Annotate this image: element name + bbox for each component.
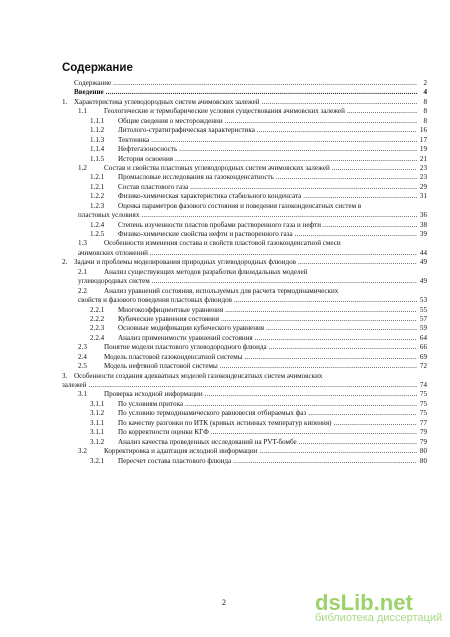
toc-entry-title: Кубические уравнения состояния ..... (118, 315, 417, 324)
toc-entry-title: Основные модификации кубического уравнения ..... (118, 324, 417, 333)
toc-entry-page: 16 (419, 126, 427, 135)
toc-entry[interactable] (62, 438, 427, 447)
toc-entry-number: 1.2.1 (90, 182, 105, 191)
toc-entry-number: 1.2.2 (90, 192, 105, 201)
toc-entry[interactable] (62, 79, 427, 88)
toc-entry[interactable] (62, 343, 427, 352)
toc-entry-title: Анализ качества проведенных исследований на PVT-бомбе ..... (118, 438, 417, 447)
toc-entry[interactable] (62, 230, 427, 239)
toc-entry-title: Оценка параметров фазового состояния и поведения газоконденсатных систем в (118, 201, 362, 210)
toc-entry-number: 3.1.1 (90, 418, 105, 427)
toc-entry[interactable] (62, 447, 427, 456)
toc-entry[interactable] (62, 457, 427, 466)
toc-entry-page: 64 (419, 333, 427, 342)
toc-entry-page: 21 (419, 154, 427, 163)
toc-entry-title: Проверка исходной информации ..... (104, 390, 417, 399)
toc-entry-title: Анализ уравнений состояния, используемых для расчета термодинамических (104, 286, 339, 295)
toc-entry-number: 2.2.3 (90, 324, 105, 333)
toc-entry-number: 2.4 (78, 352, 87, 361)
toc-entry-title: Общие сведения о месторождении ..... (118, 117, 417, 126)
page-number: 2 (222, 598, 226, 607)
toc-entry-title: Физико-химические свойства нефти и растворенного газа ..... (118, 230, 417, 239)
toc-entry-title: Нефтегазоносность ..... (118, 145, 417, 154)
toc-entry[interactable] (62, 258, 427, 267)
toc-entry[interactable] (62, 183, 427, 192)
toc-entry-page: 77 (419, 418, 427, 427)
toc-entry-page: 75 (419, 409, 427, 418)
toc-entry-page: 19 (419, 145, 427, 154)
toc-entry-page: 39 (419, 230, 427, 238)
toc-entry-page: 29 (419, 182, 427, 191)
toc-entry-number: 3.1 (78, 390, 87, 399)
toc-entry-page: 17 (419, 135, 427, 144)
toc-entry-number: 2.2.2 (90, 314, 105, 323)
toc-entry-title: Тектоника ..... (118, 136, 417, 145)
toc-entry[interactable] (62, 287, 427, 296)
toc-entry-page: 72 (419, 362, 427, 371)
toc-entry-number: 3.1.1 (90, 399, 105, 408)
toc-entry[interactable] (62, 202, 427, 211)
toc-entry[interactable] (62, 211, 427, 220)
toc-entry-title: Модель пластовой газоконденсатной системы ..... (104, 353, 417, 362)
toc-entry[interactable] (62, 390, 427, 399)
toc-entry-title: Особенности изменения состава и свойств пластовой газоконденсатной смеси (104, 239, 341, 248)
toc-entry[interactable] (62, 88, 427, 97)
toc-entry-title: По условиям притока ..... (118, 400, 417, 409)
toc-entry-title: По условию термодинамического равновесия отбираемых фаз ..... (118, 409, 417, 418)
toc-entry-number: 3.2.1 (90, 456, 105, 465)
toc-entry-page: 8 (423, 116, 427, 125)
toc-entry-title: Геологические и термобарические условия существования ачимовских залежей ..... (104, 107, 417, 116)
toc-entry-title: Корректировка и адаптация исходной информации ..... (104, 447, 417, 456)
toc-entry-title: углеводородных систем ..... (78, 277, 417, 286)
toc-entry-title: Модель нефтяной пластовой системы ..... (104, 362, 417, 371)
toc-entry-number: 1.2.3 (90, 201, 105, 210)
toc-entry-number: 1.2.1 (90, 173, 105, 182)
toc-entry-number: 2.3 (78, 343, 87, 352)
toc-entry-page: 75 (419, 399, 427, 408)
toc-entry-number: 1.1.2 (90, 126, 105, 135)
toc-entry[interactable] (62, 145, 427, 154)
toc-entry-number: 1.1.1 (90, 116, 105, 125)
toc-entry-page: 57 (419, 314, 427, 323)
toc-entry-title: Особенности создания адекватных моделей газоконденсатных систем ачимовских (74, 371, 323, 380)
toc-entry-page: 59 (419, 324, 427, 333)
toc-entry[interactable] (62, 221, 427, 230)
toc-entry-number: 3. (62, 371, 68, 380)
toc-entry[interactable] (62, 268, 427, 277)
toc-entry-number: 2. (62, 258, 68, 267)
toc-entry[interactable] (62, 136, 427, 145)
toc-entry[interactable] (62, 306, 427, 315)
toc-entry-page: 38 (419, 220, 427, 229)
toc-entry-number: 1. (62, 97, 68, 106)
toc-entry-number: 3.2 (78, 447, 87, 456)
toc-entry-page: 4 (423, 88, 427, 97)
toc-entry[interactable] (62, 419, 427, 428)
toc-entry-title: Содержание ..... (74, 79, 417, 88)
toc-entry-page: 79 (419, 428, 427, 437)
toc-entry-title: Состав пластового газа ..... (118, 183, 417, 192)
watermark-subtitle: библиотека диссертаций (315, 612, 443, 624)
toc-entry-page: 74 (419, 381, 427, 389)
watermark-logo (315, 590, 442, 624)
toc-entry[interactable] (62, 353, 427, 362)
toc-entry[interactable] (62, 164, 427, 173)
toc-entry[interactable] (62, 117, 427, 126)
toc-entry-page: 66 (419, 343, 427, 352)
toc-entry-number: 1.1 (78, 107, 87, 116)
toc-entry-title: свойств и фазового поведения пластовых флюидов ..... (78, 296, 417, 305)
toc-entry-page: 80 (419, 447, 427, 456)
toc-entry-number: 1.1.4 (90, 145, 105, 154)
toc-entry-page: 75 (419, 390, 427, 399)
toc-entry[interactable] (62, 315, 427, 324)
toc-entry[interactable] (62, 239, 427, 248)
toc-entry[interactable] (62, 249, 427, 258)
toc-entry-number: 1.1.5 (90, 154, 105, 163)
toc-entry-page: 49 (419, 277, 427, 286)
toc-entry-page: 8 (423, 97, 427, 106)
toc-entry-title: пластовых условиях ..... (78, 211, 417, 220)
toc-entry[interactable] (62, 409, 427, 418)
toc-entry-number: 1.1.3 (90, 135, 105, 144)
toc-entry[interactable] (62, 324, 427, 333)
toc-entry-title: История освоения ..... (118, 155, 417, 164)
toc-entry-number: 3.1.2 (90, 437, 105, 446)
toc-entry-number: 3.1.2 (90, 409, 105, 418)
toc-entry-page: 79 (419, 437, 427, 446)
toc-entry[interactable] (62, 277, 427, 286)
toc-entry[interactable] (62, 296, 427, 305)
toc-entry-number: 1.2.4 (90, 220, 105, 229)
toc-entry[interactable] (62, 334, 427, 343)
toc-entry-title: Многокоэффициентные уравнения ..... (118, 306, 417, 315)
toc-entry-title: Задачи и проблемы моделирования природных углеводородных флюидов ..... (74, 258, 417, 267)
toc-entry-title: Промысловые исследования на газоконденсатность ..... (118, 173, 417, 182)
toc-entry-number: 2.2.4 (90, 333, 105, 342)
toc-entry-page: 23 (419, 163, 427, 172)
toc-entry-title: залежей ..... (62, 381, 417, 390)
toc-entry-page: 55 (419, 305, 427, 314)
toc-entry-number: 1.3 (78, 239, 87, 248)
toc-entry[interactable] (62, 126, 427, 135)
toc-entry[interactable] (62, 107, 427, 116)
toc-entry[interactable] (62, 192, 427, 201)
toc-entry-page: 69 (419, 352, 427, 361)
toc-entry-title: Понятие модели пластового углеводородного флюида ..... (104, 343, 417, 352)
toc-entry-title: Физико-химическая характеристика стабильного конденсата ..... (118, 192, 417, 201)
watermark-logo-text: dsLib.net (315, 590, 413, 615)
toc-entry-title: По корректности оценки КГФ ..... (118, 428, 417, 437)
toc-entry-number: 1.2 (78, 163, 87, 172)
toc-entry[interactable] (62, 155, 427, 164)
toc-entry-title: Степень изученности пластов пробами растворенного газа и нефти ..... (118, 221, 417, 230)
toc-entry-title: Состав и свойства пластовых углеводородных систем ачимовских залежей ..... (104, 164, 417, 173)
toc-entry-title: Введение ..... (74, 88, 417, 97)
toc-entry-title: ачимовских отложений ..... (78, 249, 417, 258)
toc-entry-page: 2 (423, 79, 427, 87)
toc-entry-number: 2.1 (78, 267, 87, 276)
toc-entry-page: 23 (419, 173, 427, 182)
toc-entry-number: 2.5 (78, 362, 87, 371)
toc-entry-page: 8 (423, 107, 427, 116)
toc-entry-title: Пересчет состава пластового флюида ..... (118, 457, 417, 466)
toc-entry-title: Анализ существующих методов разработки флюидальных моделей (104, 267, 308, 276)
toc-entry[interactable] (62, 98, 427, 107)
toc-entry-title: Анализ применимости уравнений состояния ..... (118, 334, 417, 343)
toc-entry[interactable] (62, 428, 427, 437)
toc-entry-page: 53 (419, 296, 427, 305)
toc-entry-page: 44 (419, 248, 427, 257)
toc-entry-number: 2.2.1 (90, 305, 105, 314)
toc-entry-page: 36 (419, 211, 427, 220)
toc-entry-page: 49 (419, 258, 427, 267)
toc-entry-page: 80 (419, 456, 427, 465)
toc-entry-title: По качеству разгонки по ИТК (кривых истинных температур кипения) ..... (118, 419, 417, 428)
toc-entry-title: Литолого-стратиграфическая характеристика ..... (118, 126, 417, 135)
table-of-contents (62, 79, 427, 466)
toc-entry[interactable] (62, 173, 427, 182)
toc-entry-title: Характеристика углеводородных систем ачимовских залежей ..... (74, 98, 417, 107)
toc-entry[interactable] (62, 381, 427, 390)
toc-entry-page: 31 (419, 192, 427, 201)
toc-entry-number: 3.1.1 (90, 428, 105, 437)
toc-entry[interactable] (62, 400, 427, 409)
toc-entry[interactable] (62, 362, 427, 371)
toc-entry[interactable] (62, 372, 427, 381)
toc-entry-number: 1.2.5 (90, 230, 105, 238)
toc-entry-number: 2.2 (78, 286, 87, 295)
page-title: Содержание (62, 62, 133, 74)
